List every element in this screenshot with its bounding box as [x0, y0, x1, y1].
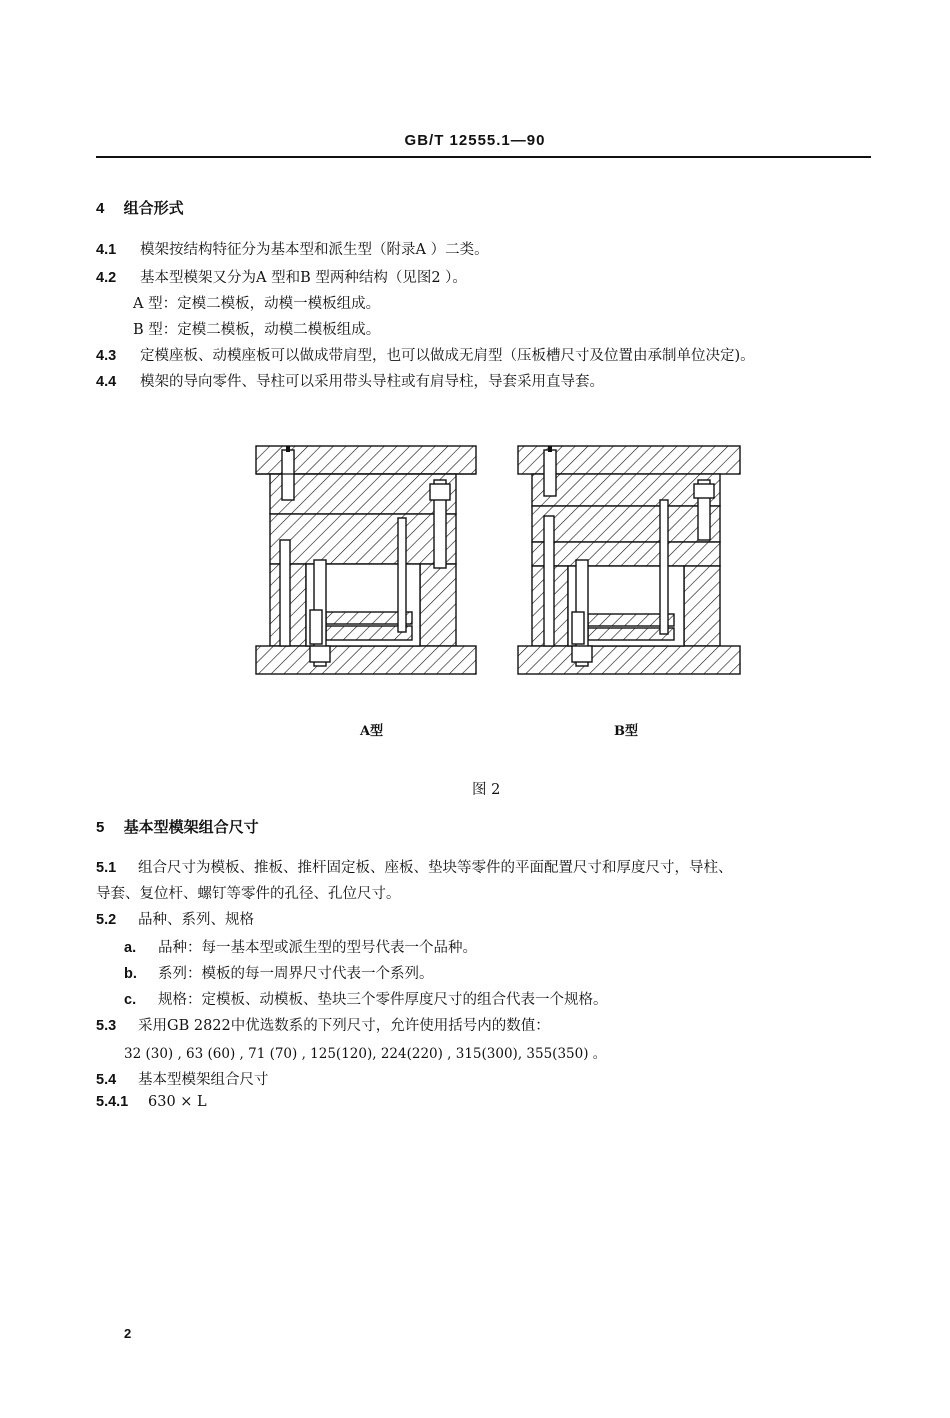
- para-5-4-1: [96, 1094, 207, 1110]
- para-4-3-text: 定模座板、动模座板可以做成带肩型，也可以做成无肩型（压板槽尺寸及位置由承制单位决定)。: [140, 348, 755, 364]
- list-item-c-text: 规格：定模板、动模板、垫块三个零件厚度尺寸的组合代表一个规格。: [158, 992, 608, 1008]
- para-5-1-line-1: [96, 856, 733, 877]
- list-item-a-mark: a.: [124, 940, 137, 956]
- para-4-4-text: 模架的导向零件、导柱可以采用带头导柱或有肩导柱，导套采用直导套。: [140, 374, 604, 390]
- list-item-a-text: 品种：每一基本型或派生型的型号代表一个品种。: [158, 940, 477, 956]
- para-4-4: [96, 370, 604, 391]
- list-item-b-text: 系列：模板的每一周界尺寸代表一个系列。: [158, 966, 434, 982]
- para-5-1-number: 5.1: [96, 860, 117, 876]
- section-4-number: 4: [96, 200, 105, 217]
- document-header: GB/T 12555.1—90: [404, 132, 546, 149]
- para-5-4-1-text: 630 × L: [148, 1094, 207, 1110]
- list-item-a: [124, 936, 477, 957]
- figure-label-type-a: A型: [360, 724, 384, 739]
- para-5-3-text: 采用GB 2822中优选数系的下列尺寸，允许使用括号内的数值：: [138, 1018, 550, 1034]
- figure-caption: 图 2: [472, 782, 501, 798]
- para-5-4-number: 5.4: [96, 1072, 117, 1088]
- para-4-1-number: 4.1: [96, 242, 117, 258]
- para-4-2-text: 基本型模架又分为A 型和B 型两种结构（见图2 ）。: [140, 270, 467, 286]
- para-5-4-1-number: 5.4.1: [96, 1094, 129, 1110]
- list-item-b: [124, 962, 434, 983]
- para-5-4: [96, 1068, 269, 1089]
- list-item-b-mark: b.: [124, 966, 137, 982]
- para-4-1: [96, 238, 489, 259]
- para-5-1-text-1: 组合尺寸为模板、推板、推杆固定板、座板、垫块等零件的平面配置尺寸和厚度尺寸，导柱、: [138, 860, 733, 876]
- section-5-number: 5: [96, 819, 105, 836]
- para-4-3-number: 4.3: [96, 348, 117, 364]
- para-5-4-text: 基本型模架组合尺寸: [138, 1072, 269, 1088]
- page-number: 2: [124, 1326, 132, 1341]
- para-4-2: [96, 266, 467, 287]
- section-5-title: 基本型模架组合尺寸: [123, 818, 259, 836]
- para-5-2: [96, 908, 254, 929]
- para-4-3: [96, 344, 755, 365]
- figure-label-type-b: B型: [614, 724, 638, 739]
- para-5-3: [96, 1014, 550, 1035]
- section-4-heading: [96, 197, 184, 218]
- mold-base-type-b-diagram: [518, 446, 740, 674]
- para-5-1-line-2: 导套、复位杆、螺钉等零件的孔径、孔位尺寸。: [96, 886, 401, 902]
- type-b-description: B 型：定模二模板，动模二模板组成。: [133, 322, 381, 338]
- para-5-2-text: 品种、系列、规格: [138, 912, 254, 928]
- type-a-description: A 型：定模二模板，动模一模板组成。: [133, 296, 381, 312]
- para-5-3-values: 32 (30) , 63 (60) , 71 (70) , 125(120), 224(220) , 315(300), 355(350) 。: [124, 1046, 607, 1062]
- para-5-3-number: 5.3: [96, 1018, 117, 1034]
- para-4-2-number: 4.2: [96, 270, 117, 286]
- section-5-heading: [96, 816, 259, 837]
- para-4-1-text: 模架按结构特征分为基本型和派生型（附录A ）二类。: [140, 242, 489, 258]
- para-4-4-number: 4.4: [96, 374, 117, 390]
- list-item-c-mark: c.: [124, 992, 137, 1008]
- section-4-title: 组合形式: [123, 199, 184, 217]
- header-rule: [96, 156, 871, 158]
- mold-base-type-a-diagram: [256, 446, 476, 674]
- list-item-c: [124, 988, 608, 1009]
- figure-2-drawing: [250, 440, 750, 680]
- para-5-2-number: 5.2: [96, 912, 117, 928]
